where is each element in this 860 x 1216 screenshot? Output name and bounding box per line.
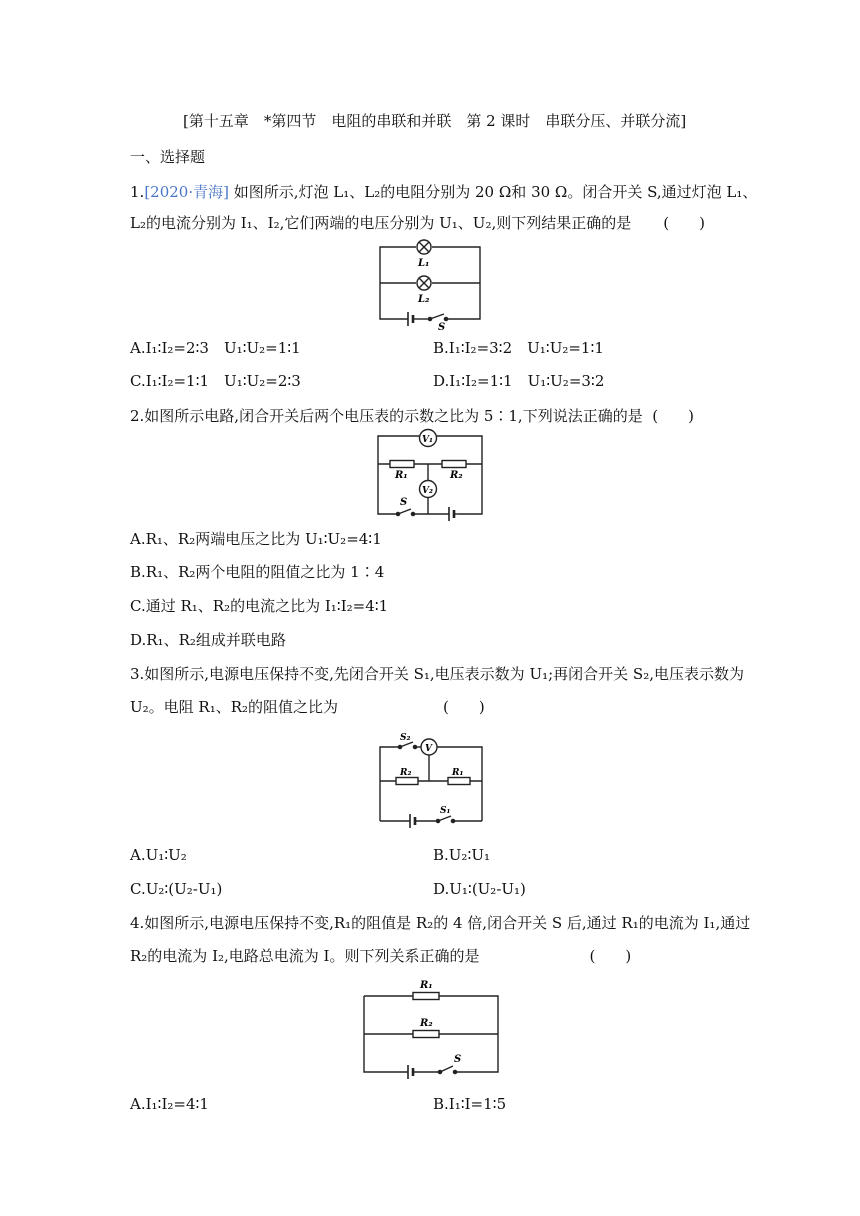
question-1-answer-paren: ( )	[663, 214, 705, 232]
question-3-answer-paren: ( )	[443, 698, 485, 716]
switch-s-label: S	[454, 1054, 462, 1065]
question-4-line-1: 4.如图所示,电源电压保持不变,R₁的阻值是 R₂的 4 倍,闭合开关 S 后,通过 R₁的电流为 I₁,通过	[130, 914, 751, 932]
question-3-line-1: 3.如图所示,电源电压保持不变,先闭合开关 S₁,电压表示数为 U₁;再闭合开关 S₂,电压表示数为	[130, 665, 744, 683]
switch-s1-label: S₁	[440, 806, 451, 816]
switch-s-label: S	[438, 322, 446, 333]
question-1-circuit-diagram	[376, 240, 486, 333]
question-2-option-a[interactable]: A.R₁、R₂两端电压之比为 U₁∶U₂=4∶1	[130, 530, 382, 548]
question-1-option-b[interactable]: B.I₁∶I₂=3∶2 U₁∶U₂=1∶1	[433, 339, 604, 357]
resistor-r2-label: R₂	[420, 1018, 433, 1029]
voltmeter-label: V	[425, 744, 432, 754]
question-1-text-2: L₂的电流分别为 I₁、I₂,它们两端的电压分别为 U₁、U₂,则下列结果正确的是	[130, 214, 632, 232]
resistor-r2-icon	[442, 461, 466, 468]
lamp-l2-label: L₂	[418, 294, 430, 305]
question-2-option-c[interactable]: C.通过 R₁、R₂的电流之比为 I₁∶I₂=4∶1	[130, 597, 389, 615]
resistor-r2-icon	[413, 1031, 439, 1038]
switch-s-label: S	[400, 497, 408, 508]
question-4-answer-paren: ( )	[589, 947, 632, 965]
question-1-option-c[interactable]: C.I₁∶I₂=1∶1 U₁∶U₂=2∶3	[130, 372, 301, 390]
page-title: [第十五章 *第四节 电阻的串联和并联 第 2 课时 串联分压、并联分流]	[183, 112, 687, 130]
resistor-r2-label: R₂	[450, 470, 463, 481]
question-1-source: [2020·青海]	[144, 183, 229, 201]
question-3-option-c[interactable]: C.U₂∶(U₂-U₁)	[130, 880, 223, 898]
resistor-r1-icon	[390, 461, 414, 468]
question-1-text: 如图所示,灯泡 L₁、L₂的电阻分别为 20 Ω和 30 Ω。闭合开关 S,通过灯泡 L₁、	[233, 183, 758, 201]
question-3-option-b[interactable]: B.U₂∶U₁	[433, 846, 491, 864]
resistor-r1-icon	[413, 993, 439, 1000]
question-1-number: 1.	[130, 183, 145, 201]
resistor-r1-label: R₁	[420, 980, 433, 991]
question-2-option-d[interactable]: D.R₁、R₂组成并联电路	[130, 631, 286, 649]
question-3-circuit-diagram	[376, 733, 486, 825]
voltmeter-v1-label: V₁	[422, 435, 433, 445]
question-4-text-2: R₂的电流为 I₂,电路总电流为 I。则下列关系正确的是	[130, 947, 480, 965]
resistor-r1-label: R₁	[395, 470, 408, 481]
question-1-option-a[interactable]: A.I₁∶I₂=2∶3 U₁∶U₂=1∶1	[130, 339, 301, 357]
question-1-line-2	[130, 213, 705, 233]
question-3-option-d[interactable]: D.U₁∶(U₂-U₁)	[433, 880, 526, 898]
question-2-text: 2.如图所示电路,闭合开关后两个电压表的示数之比为 5∶1,下列说法正确的是	[130, 407, 643, 425]
question-2-answer-paren: ( )	[652, 407, 694, 425]
section-heading: 一、选择题	[130, 148, 206, 166]
switch-s2-label: S₂	[400, 733, 411, 743]
question-4-line-2	[130, 946, 631, 966]
resistor-r1-icon	[448, 778, 470, 785]
question-4-option-b[interactable]: B.I₁∶I=1∶5	[433, 1095, 507, 1113]
question-4-circuit-diagram	[360, 976, 502, 1078]
question-3-text-2: U₂。电阻 R₁、R₂的阻值之比为	[130, 698, 339, 716]
question-3-option-a[interactable]: A.U₁∶U₂	[130, 846, 187, 864]
question-3-line-2	[130, 697, 485, 717]
question-2-circuit-diagram	[374, 432, 486, 520]
question-2-line-1	[130, 406, 694, 426]
resistor-r1-label: R₁	[452, 768, 464, 778]
question-2-option-b[interactable]: B.R₁、R₂两个电阻的阻值之比为 1∶4	[130, 563, 385, 581]
resistor-r2-icon	[396, 778, 418, 785]
resistor-r2-label: R₂	[400, 768, 412, 778]
question-4-option-a[interactable]: A.I₁∶I₂=4∶1	[130, 1095, 209, 1113]
lamp-l1-label: L₁	[418, 258, 430, 269]
question-1-line-1	[130, 182, 757, 202]
question-1-option-d[interactable]: D.I₁∶I₂=1∶1 U₁∶U₂=3∶2	[433, 372, 605, 390]
voltmeter-v2-label: V₂	[422, 486, 433, 496]
